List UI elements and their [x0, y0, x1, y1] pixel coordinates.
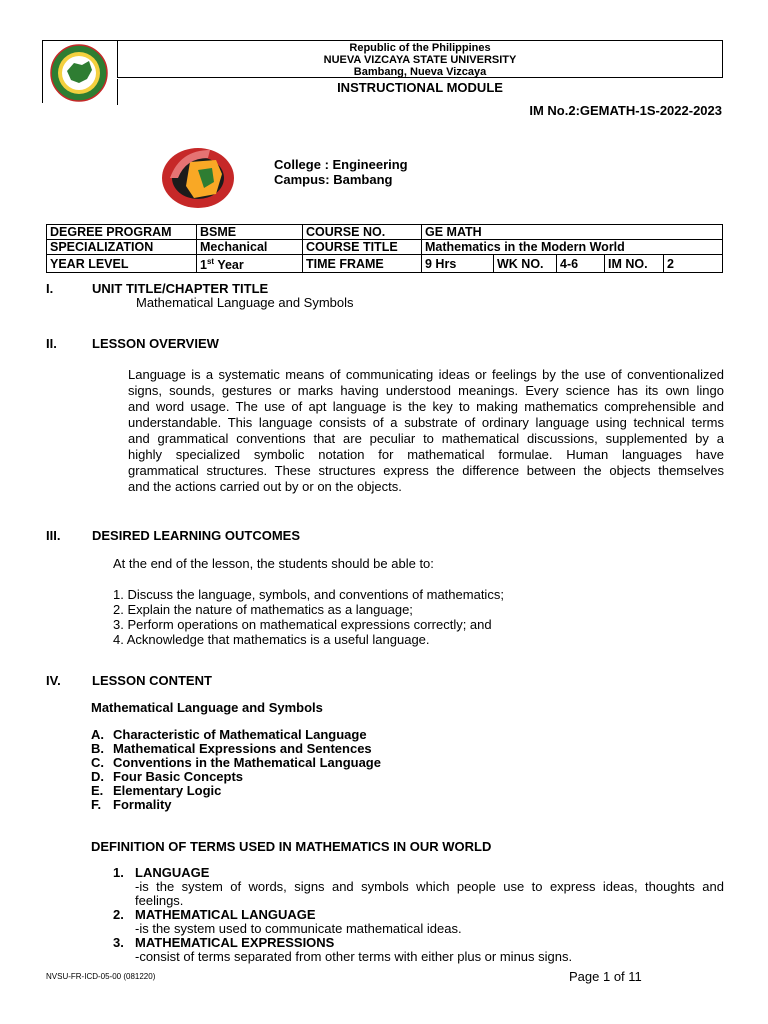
form-code: NVSU-FR-ICD-05-00 (081220) [46, 972, 156, 981]
republic-line: Republic of the Philippines [349, 42, 491, 54]
course-no-value: GE MATH [422, 225, 723, 240]
time-frame-label: TIME FRAME [303, 255, 422, 273]
degree-program-value: BSME [197, 225, 303, 240]
overview-line: signs, sounds, gestures or marks having understood meanings. Every science has its own lingo [128, 383, 724, 398]
document-header [42, 40, 724, 104]
list-item: 4. Acknowledge that mathematics is a useful language. [113, 632, 430, 647]
im-no-value: 2 [664, 255, 723, 273]
overview-line: grammatical structures. These structures express the difference between the objects themselves [128, 463, 724, 478]
page-number: Page 1 of 11 [569, 969, 642, 984]
course-title-label: COURSE TITLE [303, 240, 422, 255]
university-title-block [117, 40, 723, 78]
overview-line: highly specialized symbolic notation for mathematical formulae. Human languages have [128, 447, 724, 462]
lesson-overview-text [128, 367, 724, 495]
overview-line: and word usage. The use of apt language is the key to making mathematics comprehensible and [128, 399, 724, 414]
table-row [47, 240, 723, 255]
outcomes-list [113, 587, 504, 647]
overview-line: understandable. This language consists of a substrate of ordinary language using technical terms [128, 415, 724, 430]
im-no-label: IM NO. [605, 255, 664, 273]
list-item: D. Four Basic Concepts [91, 769, 244, 784]
list-item: A. Characteristic of Mathematical Language [91, 727, 367, 742]
list-item: 3. MATHEMATICAL EXPRESSIONS -consist of terms separated from other terms with either plus or minus signs. [113, 935, 573, 964]
year-level-value: 1st Year [197, 255, 303, 273]
chapter-title: Mathematical Language and Symbols [136, 295, 354, 310]
university-seal-icon [49, 43, 109, 103]
course-no-label: COURSE NO. [303, 225, 422, 240]
list-item: 2. Explain the nature of mathematics as a language; [113, 602, 413, 617]
list-item: C. Conventions in the Mathematical Language [91, 755, 381, 770]
lesson-content-subtitle: Mathematical Language and Symbols [91, 700, 323, 715]
table-row [47, 255, 723, 273]
course-title-value: Mathematics in the Modern World [422, 240, 723, 255]
college-logo-icon [160, 142, 238, 212]
specialization-value: Mechanical [197, 240, 303, 255]
list-item: E. Elementary Logic [91, 783, 222, 798]
list-item: F. Formality [91, 797, 172, 812]
list-item: 1. LANGUAGE -is the system of words, signs and symbols which people use to express ideas, thoughts and feelings. [113, 865, 724, 908]
university-seal-cell [42, 40, 117, 103]
overview-line: and grammatical conventions that are peculiar to mathematical discussions, supplemented by a [128, 431, 724, 446]
time-frame-value: 9 Hrs [422, 255, 494, 273]
campus-line: Campus: Bambang [274, 172, 393, 187]
list-item: 1. Discuss the language, symbols, and conventions of mathematics; [113, 587, 504, 602]
university-name: NUEVA VIZCAYA STATE UNIVERSITY [323, 54, 517, 66]
lesson-content-list [91, 728, 491, 812]
definitions-list [113, 866, 724, 964]
outcomes-intro: At the end of the lesson, the students should be able to: [113, 556, 434, 571]
overview-line: Language is a systematic means of communicating ideas or feelings by the use of conventionalized [128, 367, 724, 382]
module-title: INSTRUCTIONAL MODULE [337, 80, 503, 95]
university-location: Bambang, Nueva Vizcaya [353, 66, 487, 78]
list-item: 2. MATHEMATICAL LANGUAGE -is the system used to communicate mathematical ideas. [113, 907, 462, 936]
wk-no-label: WK NO. [494, 255, 557, 273]
list-item: 3. Perform operations on mathematical expressions correctly; and [113, 617, 492, 632]
definitions-title: DEFINITION OF TERMS USED IN MATHEMATICS IN OUR WORLD [91, 839, 492, 854]
college-campus-block [274, 157, 408, 187]
degree-program-label: DEGREE PROGRAM [47, 225, 197, 240]
course-info-table [46, 224, 723, 273]
list-item: B. Mathematical Expressions and Sentences [91, 741, 372, 756]
im-number: IM No.2:GEMATH-1S-2022-2023 [529, 103, 722, 118]
specialization-label: SPECIALIZATION [47, 240, 197, 255]
wk-no-value: 4-6 [557, 255, 605, 273]
table-row [47, 225, 723, 240]
overview-line: and the actions carried out by or on the objects. [128, 479, 402, 494]
year-level-label: YEAR LEVEL [47, 255, 197, 273]
college-line: College : Engineering [274, 157, 408, 172]
